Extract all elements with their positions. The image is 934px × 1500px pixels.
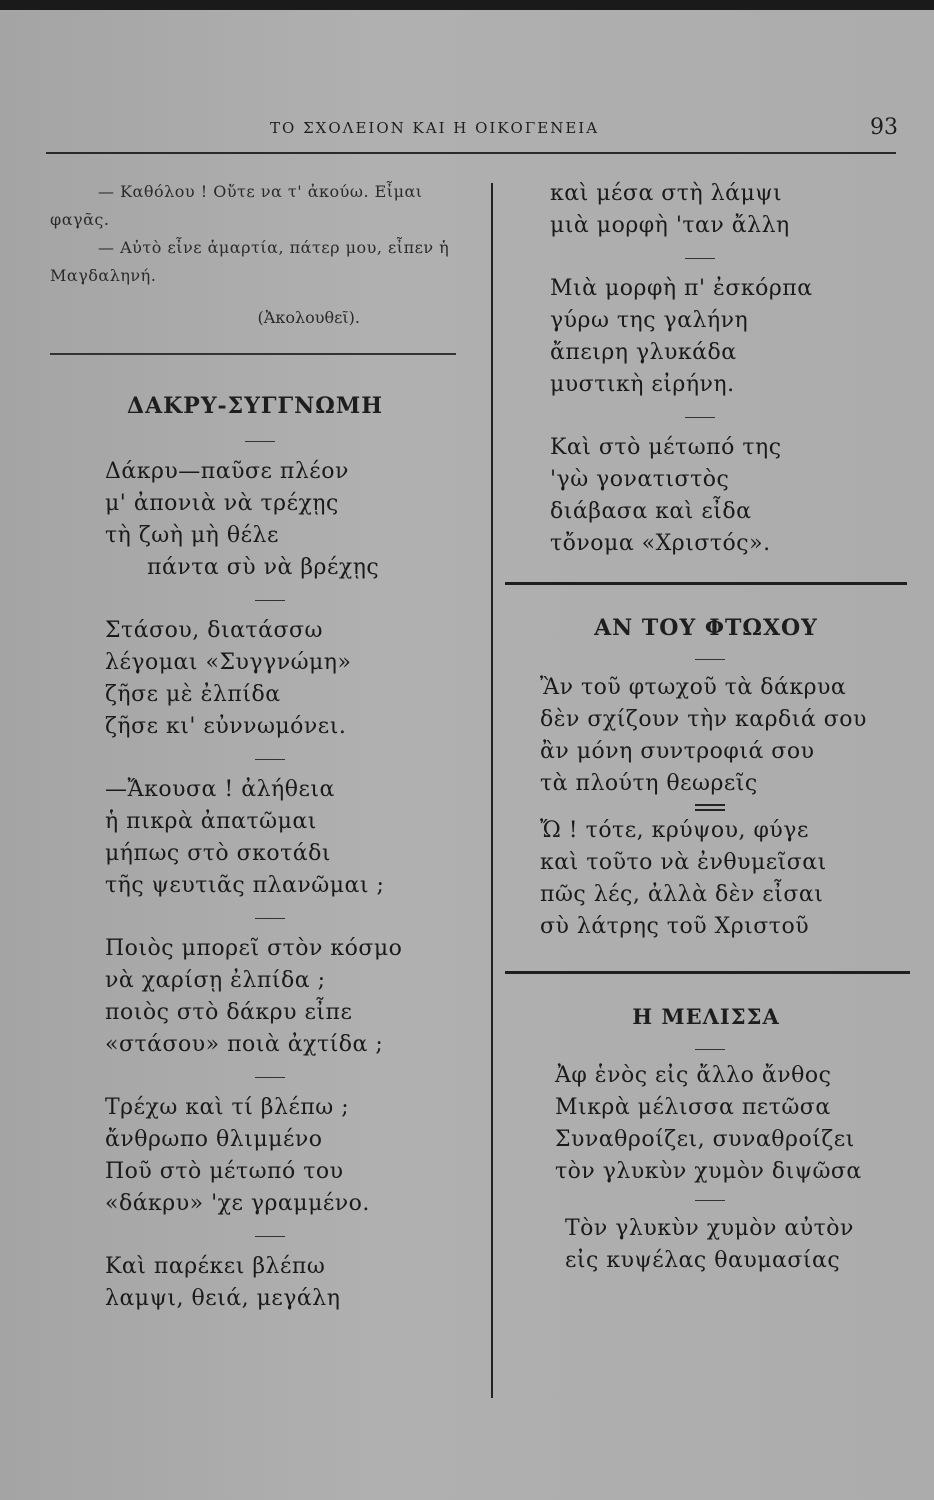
poem-line: Μιὰ μορφὴ π' ἐσκόρπα [550,276,813,301]
section-rule [505,582,907,585]
poem-line: μήπως στὸ σκοτάδι [105,841,332,866]
poem-line: νὰ χαρίσῃ ἐλπίδα ; [105,968,326,993]
stanza [565,1213,915,1277]
poem-line: Συναθροίζει, συναθροίζει [555,1127,855,1152]
running-head-title: ΤΟ ΣΧΟΛΕΙΟΝ ΚΑΙ Η ΟΙΚΟΓΕΝΕΙΑ [270,119,600,137]
stanza [105,456,470,584]
stanza-separator [695,1200,725,1201]
poem-line: τὄνομα «Χριστός». [550,531,771,556]
poem-line: ζῆσε μὲ ἐλπίδα [105,682,281,707]
stanza-separator [245,441,275,442]
poem-line: λέγομαι «Συγγνώμη» [105,650,352,675]
stanza-separator [695,1049,725,1050]
poem-line: Καὶ παρέκει βλέπω [105,1254,326,1279]
stanza-separator-double [695,804,725,811]
poem-line: τὴ ζωὴ μὴ θέλε [105,523,279,548]
header-rule [46,152,896,154]
stanza-separator [685,417,715,418]
page-top-edge [0,0,934,10]
poem-line: —Ἄκουσα ! ἀλήθεια [105,777,335,802]
stanza [550,178,915,242]
poem-line: Ἂν τοῦ φτωχοῦ τὰ δάκρυα [540,675,847,700]
stanza [105,774,470,902]
poem-line: Καὶ στὸ μέτωπό της [550,435,782,460]
prose-paragraph: — Αὐτὸ εἶνε ἁμαρτία, πάτερ μου, εἶπεν ἡ Μαγδαληνή. [50,238,450,285]
poem-line: ζῆσε κι' εὐννωμόνει. [105,714,347,739]
poem-line: καὶ μέσα στὴ λάμψι [550,181,783,206]
poem-line: πῶς λές, ἀλλὰ δὲν εἶσαι [540,882,824,907]
poem-line: 'γὼ γονατιστὸς [550,467,730,492]
poem-line: ἡ πικρὰ ἀπατῶμαι [105,809,317,834]
section-rule [505,971,910,974]
poem-line: καὶ τοῦτο νὰ ἐνθυμεῖσαι [540,850,827,875]
poem-line: εἰς κυψέλας θαυμασίας [565,1248,841,1273]
continued-note: (Ἀκολουθεῖ). [257,308,360,327]
poem-line: Ὤ ! τότε, κρύψου, φύγε [540,818,809,843]
poem-line: Ποῦ στὸ μέτωπό του [105,1159,344,1184]
poem-line: πάντα σὺ νὰ βρέχῃς [147,555,380,580]
stanza-separator [695,659,725,660]
poem-line: Ἀφ ἑνὸς εἰς ἄλλο ἄνθος [555,1063,832,1088]
running-head [0,115,934,145]
stanza-separator [255,918,285,919]
stanza-separator [255,759,285,760]
poem-line: Τρέχω καὶ τί βλέπω ; [105,1095,350,1120]
stanza [555,1060,915,1188]
poem-line: Ποιὸς μπορεῖ στὸν κόσμο [105,936,403,961]
poem-line: σὺ λάτρης τοῦ Χριστοῦ [540,914,810,939]
poem-line: ἄνθρωπο θλιμμένο [105,1127,323,1152]
poem-line: ποιὸς στὸ δάκρυ εἶπε [105,1000,353,1025]
stanza [105,1092,470,1220]
prose-paragraph: — Καθόλου ! Οὔτε να τ' ἀκούω. Εἶμαι φαγᾶς. [50,182,423,229]
page-number: 93 [870,115,898,140]
poem-line: μιὰ μορφὴ 'ταν ἄλλη [550,213,790,238]
stanza [550,273,915,401]
poem-line: διάβασα καὶ εἶδα [550,499,752,524]
column-divider [491,183,493,1398]
poem-title: ΑΝ ΤΟΥ ΦΤΩΧΟΥ [594,615,818,641]
poem-title: Η ΜΕΛΙΣΣΑ [632,1004,780,1029]
poem-line: «στάσου» ποιὰ ἀχτίδα ; [105,1032,384,1057]
poem-line: μυστικὴ εἰρήνη. [550,372,735,397]
stanza [105,933,470,1061]
poem-line: δὲν σχίζουν τὴν καρδιά σου [540,707,867,732]
stanza [540,672,915,800]
poem-title: ΔΑΚΡΥ-ΣΥΓΓΝΩΜΗ [127,393,383,419]
poem-line: τὸν γλυκὺν χυμὸν διψῶσα [555,1159,862,1184]
section-rule [50,353,456,355]
stanza-separator [685,258,715,259]
prose-continuation [50,178,470,290]
poem-line: Δάκρυ—παῦσε πλέον [105,459,349,484]
stanza-separator [255,1077,285,1078]
poem-line: «δάκρυ» 'χε γραμμένο. [105,1191,370,1216]
right-column [505,178,915,1277]
poem-line: Στάσου, διατάσσω [105,618,323,643]
poem-line: γύρω της γαλήνη [550,308,749,333]
poem-line: ἄπειρη γλυκάδα [550,340,737,365]
stanza [105,1251,470,1315]
poem-line: λαμψι, θειά, μεγάλη [105,1286,341,1311]
poem-line: Τὸν γλυκὺν χυμὸν αὐτὸν [565,1216,854,1241]
poem-line: τῆς ψευτιᾶς πλανῶμαι ; [105,873,385,898]
stanza-separator [255,1236,285,1237]
poem-line: μ' ἀπονιὰ νὰ τρέχῃς [105,491,339,516]
poem-line: τὰ πλούτη θεωρεῖς [540,771,758,796]
poem-line: ἂν μόνη συντροφιά σου [540,739,815,764]
stanza [105,615,470,743]
left-column [50,178,470,1315]
stanza-separator [255,600,285,601]
stanza [540,815,915,943]
poem-line: Μικρὰ μέλισσα πετῶσα [555,1095,831,1120]
stanza [550,432,915,560]
